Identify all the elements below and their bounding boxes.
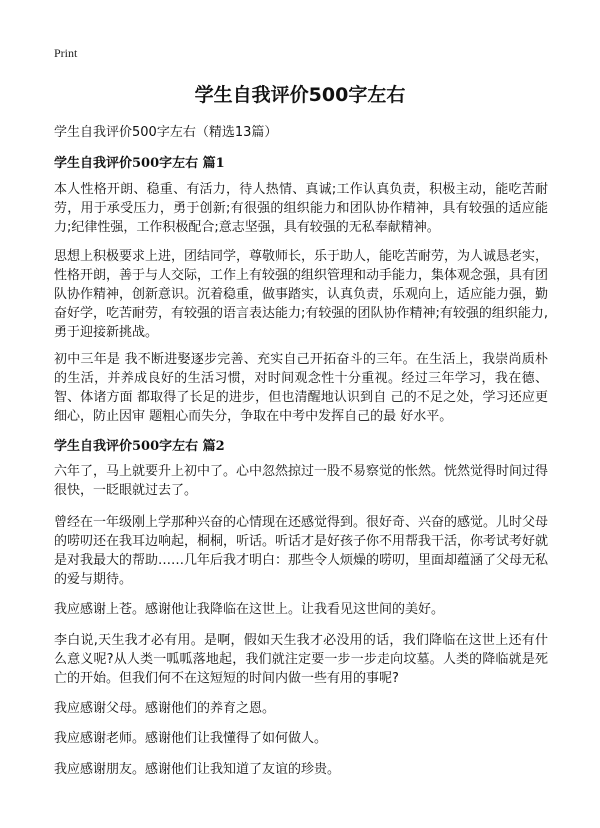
paragraph: 我应感谢老师。感谢他们让我懂得了如何做人。: [54, 731, 328, 746]
paragraph: 李白说,天生我才必有用。是啊，假如天生我才必没用的话，我们降临在这世上还有什么意义呢?从人类一呱呱落地起，我们就注定要一步一步走向坟墓。人类的降临就是死亡的开始。但我们何不在这短短的时间内做一些有用的事呢?: [54, 633, 548, 686]
section-heading-2: 学生自我评价500字左右 篇2: [54, 439, 225, 454]
paragraph: 初中三年是 我不断进娶逐步完善、充实自己开拓奋斗的三年。在生活上，我崇尚质朴的生活，并养成良好的生活习惯，对时间观念性十分重视。经过三年学习，我在德、智、体诸方面 都取得了长足的进步，但也清醒地认识到自 己的不足之处，学习还应更细心，防止因审 题粗心而失分，争取在中考中发挥自己的最 好水平。: [54, 352, 548, 424]
paragraph: 本人性格开朗、稳重、有活力，待人热情、真诚;工作认真负责，积极主动，能吃苦耐劳，用于承受压力，勇于创新;有很强的组织能力和团队协作精神，具有较强的适应能力;纪律性强，工作积极配合;意志坚强，具有较强的无私奉献精神。: [54, 182, 548, 235]
paragraph: 曾经在一年级刚上学那种兴奋的心情现在还感觉得到。很好奇、兴奋的感觉。儿时父母的唠叨还在我耳边响起，桐桐，听话。听话才是好孩子你不用帮我干活，你考试考好就是对我最大的帮助……几年后我才明白：那些令人烦燥的唠叨，里面却蕴涵了父母无私的爱与期待。: [54, 515, 549, 587]
document-title: 学生自我评价500字左右: [194, 84, 406, 106]
paragraph: 我应感谢上苍。感谢他让我降临在这世上。让我看见这世间的美好。: [54, 602, 445, 617]
print-label: Print: [54, 46, 78, 60]
section-heading-1: 学生自我评价500字左右 篇1: [54, 156, 225, 171]
paragraph: 我应感谢父母。感谢他们的养育之恩。: [54, 701, 276, 716]
paragraph: 我应感谢朋友。感谢他们让我知道了友谊的珍贵。: [54, 762, 341, 777]
document-subtitle: 学生自我评价500字左右（精选13篇）: [54, 125, 278, 140]
paragraph: 六年了，马上就要升上初中了。心中忽然掠过一股不易察觉的怅然。恍然觉得时间过得很快，一眨眼就过去了。: [54, 464, 549, 498]
paragraph: 思想上积极要求上进，团结同学，尊敬师长，乐于助人，能吃苦耐劳，为人诚恳老实，性格开朗，善于与人交际，工作上有较强的组织管理和动手能力，集体观念强，具有团队协作精神，创新意识。沉着稳重，做事踏实，认真负责，乐观向上，适应能力强，勤奋好学，吃苦耐劳，有较强的语言表达能力;有较强的团队协作精神;有较强的组织能力,勇于迎接新挑战。: [54, 249, 549, 340]
